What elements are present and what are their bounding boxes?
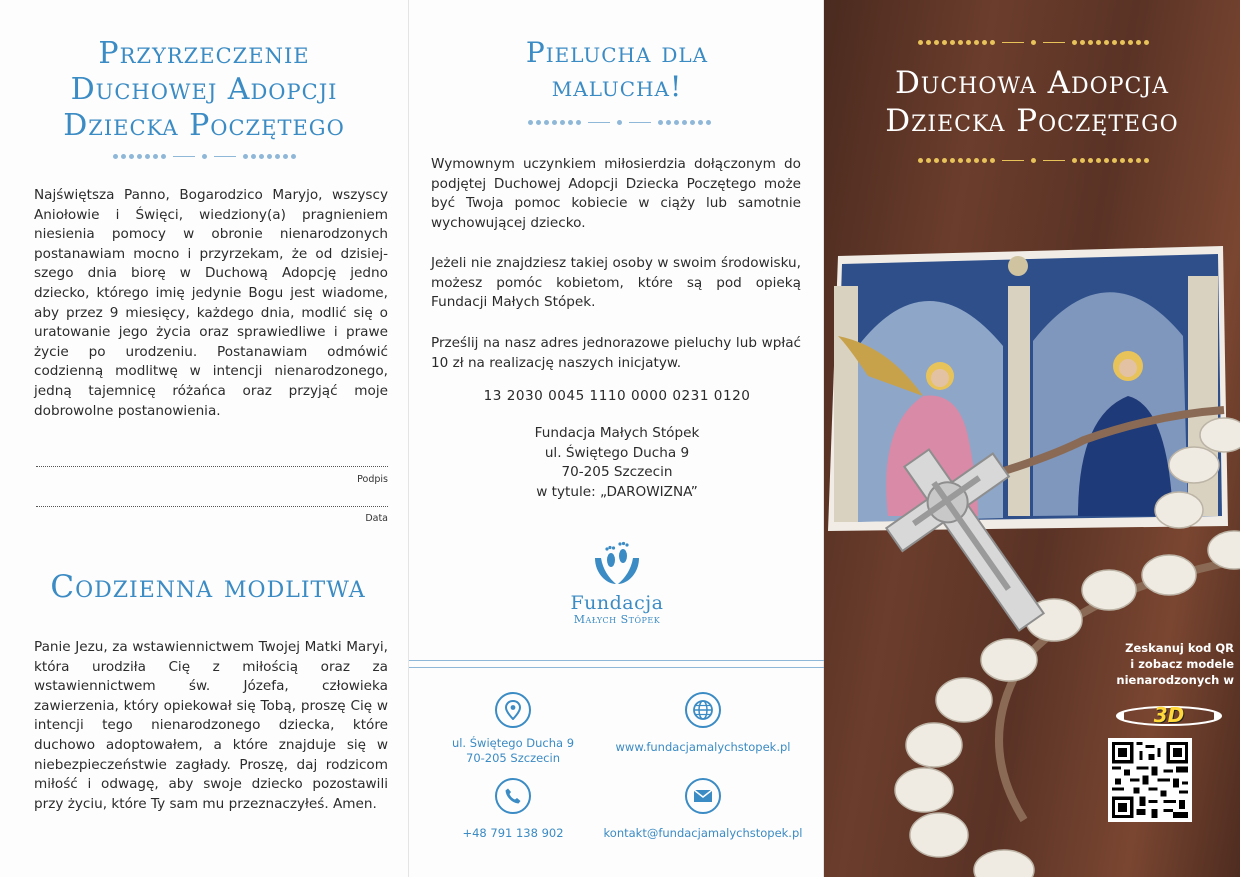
diaper-title: [409, 36, 825, 104]
signature-line: [36, 466, 388, 467]
qr-code-icon[interactable]: [1108, 738, 1192, 822]
diaper-paragraph-1: Wymownym uczynkiem miłosierdzia dołączonym do podjętej Duchowej Adopcji Dziecka Poczętego może być Twoja pomoc kobiecie w ciąży lub samotnie wychowującej dziecko.: [431, 156, 801, 231]
dotted-divider: [509, 120, 729, 125]
phone-number[interactable]: +48 791 138 902: [462, 826, 564, 840]
pledge-title: [24, 36, 384, 144]
3d-badge: 3D: [1153, 703, 1185, 727]
pledge-title-line-3: Dziecka Poczętego: [63, 108, 345, 143]
bank-account-number: 13 2030 0045 1110 0000 0231 0120: [483, 388, 751, 404]
globe-icon: [685, 692, 721, 728]
qr-caption-line-2: i zobacz modele: [1130, 657, 1234, 671]
middle-panel: [408, 0, 824, 877]
phone-icon: [495, 778, 531, 814]
qr-caption-line-1: Zeskanuj kod QR: [1125, 641, 1234, 655]
foundation-logo: [559, 532, 675, 626]
contact-website[interactable]: [599, 692, 807, 755]
contact-address: [409, 692, 617, 766]
diaper-paragraph-3: Prześlij na nasz adres jednorazowe pieluchy lub wpłać 10 zł na realizację naszych inicjatyw.: [431, 335, 801, 371]
logo-text-line-2: Małych Stópek: [573, 613, 661, 626]
left-panel: [0, 0, 408, 877]
date-line: [36, 506, 388, 507]
double-rule-divider: [409, 660, 825, 668]
contact-phone: [409, 778, 617, 841]
envelope-icon: [685, 778, 721, 814]
address-line-3: 70-205 Szczecin: [561, 464, 673, 480]
cover-title: [824, 64, 1240, 140]
pledge-title-line-1: Przyrzeczenie: [98, 36, 310, 71]
prayer-title: Codzienna modlitwa: [50, 569, 366, 605]
cover-title-line-1: Duchowa Adopcja: [894, 65, 1170, 101]
gold-dotted-divider: [888, 40, 1178, 45]
diaper-paragraph-2: Jeżeli nie znajdziesz takiej osoby w swoim środowisku, możesz pomóc kobietom, które są pod opieką Fundacji Małych Stópek.: [431, 255, 801, 311]
cover-panel: [824, 0, 1240, 877]
pledge-text: Najświętsza Panno, Bogarodzico Maryjo, wszyscy Aniołowie i Święci, wiedziony(a) pragnieniem niesienia pomocy w obronie nienarodzonych postanawiam mocno i przyrzekam, że od dzisiej-szego dnia biorę w Duchową Adopcję jedno dziecko, którego imię jedynie Bogu jest wiadome, aby przez 9 miesięcy, każdego dnia, modlić się o uratowanie jego życia oraz sprawiedliwe i prawe życie po urodzeniu. Postanawiam odmówić codzienną modlitwę w intencji nienarodzonego, jedną tajemnicę różańca oraz przyjąć moje dobrowolne postanowienia.: [34, 187, 388, 419]
contact-address-line-1: ul. Świętego Ducha 9: [451, 736, 575, 750]
email-link[interactable]: kontakt@fundacjamalychstopek.pl: [603, 826, 803, 840]
feet-hands-logo-icon: [589, 532, 645, 588]
date-label: Data: [365, 513, 388, 524]
dotted-divider: [94, 154, 314, 159]
address-line-4: w tytule: „DAROWIZNA”: [536, 483, 698, 500]
gold-dotted-divider: [888, 158, 1178, 163]
address-line-1: Fundacja Małych Stópek: [534, 425, 700, 441]
postal-address: [409, 424, 825, 502]
logo-text-line-1: Fundacja: [570, 592, 664, 614]
prayer-text: Panie Jezu, za wstawiennictwem Twojej Matki Maryi, która urodziła Cię z miłością oraz za wstawiennictwem św. Józefa, człowieka zawierzenia, który opiekował się Tobą, proszę Cię w intencji tego nienarodzonego dziecka, które duchowo adoptowałem, a które znajduje się w niebezpieczeństwie zagłady. Proszę, daj rodzicom miłość i odwagę, aby swoje dziecko pozostawili przy życiu, które Ty sam mu przeznaczyłeś. Amen.: [34, 639, 388, 812]
qr-caption: [1094, 640, 1234, 688]
contact-email[interactable]: [599, 778, 807, 841]
cover-title-line-2: Dziecka Poczętego: [885, 103, 1179, 139]
diaper-title-line-1: Pielucha dla: [525, 36, 709, 69]
location-pin-icon: [495, 692, 531, 728]
contact-address-line-2: 70-205 Szczecin: [466, 751, 560, 765]
diaper-title-line-2: malucha!: [551, 70, 683, 103]
website-link[interactable]: www.fundacjamalychstopek.pl: [615, 740, 791, 754]
address-line-2: ul. Świętego Ducha 9: [544, 444, 690, 461]
signature-label: Podpis: [357, 474, 388, 485]
pledge-title-line-2: Duchowej Adopcji: [70, 72, 338, 107]
qr-caption-line-3: nienarodzonych w: [1116, 673, 1234, 687]
